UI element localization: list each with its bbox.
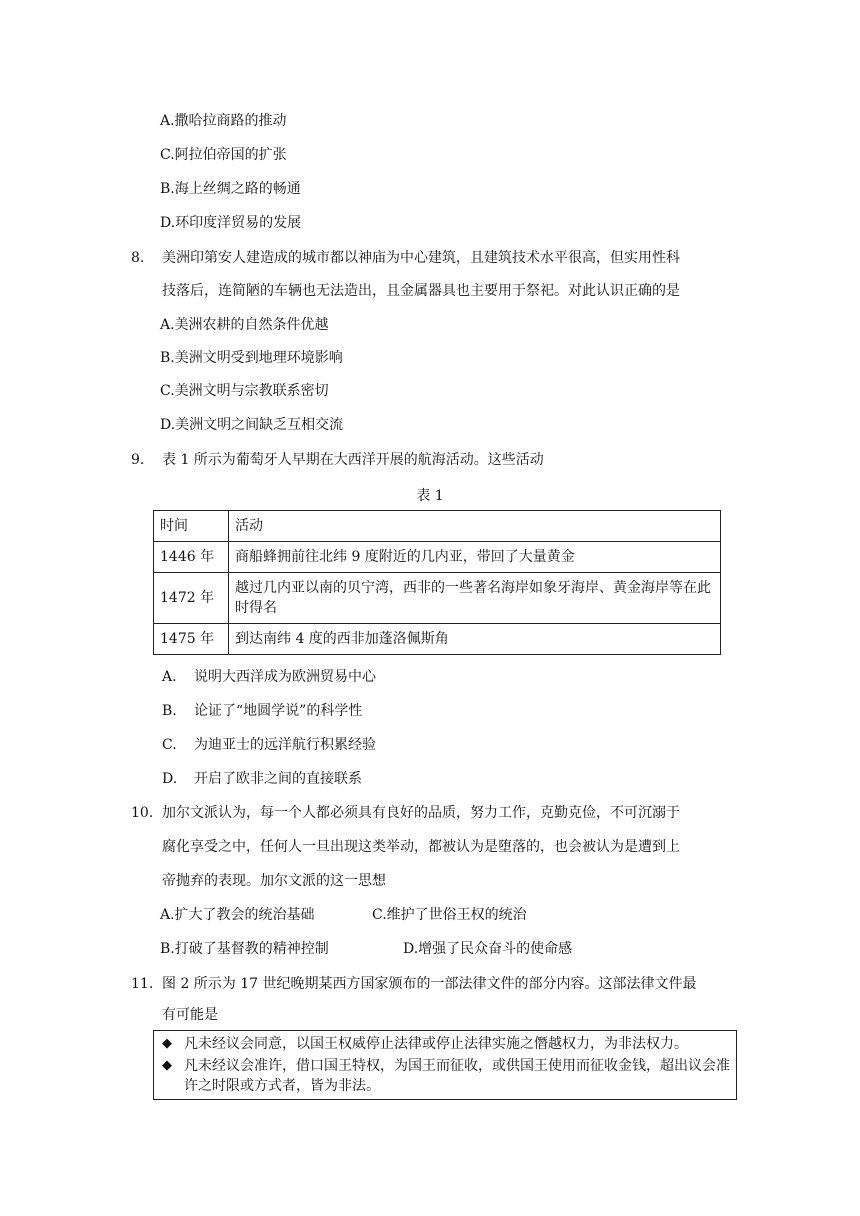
q10-stem-line-3: 帝抛弃的表现。加尔文派的这一思想 <box>162 873 386 889</box>
q7-option-d: D.环印度洋贸易的发展 <box>160 215 302 231</box>
q7-option-c: C.阿拉伯帝国的扩张 <box>160 147 287 163</box>
q8-number: 8. <box>131 250 145 266</box>
q8-option-c: C.美洲文明与宗教联系密切 <box>160 383 329 399</box>
q7-option-a: A.撒哈拉商路的推动 <box>160 113 287 129</box>
table-row <box>154 573 721 624</box>
q8-stem-line-2: 技落后，连简陋的车辆也无法造出，且金属器具也主要用于祭祀。对此认识正确的是 <box>162 283 680 299</box>
q11-stem-line-1: 图 2 所示为 17 世纪晚期某西方国家颁布的一部法律文件的部分内容。这部法律文件最 <box>162 976 697 992</box>
table-row <box>154 542 721 573</box>
table-row <box>154 624 721 655</box>
table-cell-activity: 商船蜂拥前往北纬 9 度附近的几内亚，带回了大量黄金 <box>229 542 721 573</box>
q10-stem-line-2: 腐化享受之中，任何人一旦出现这类举动，都被认为是堕落的，也会被认为是遭到上 <box>162 839 680 855</box>
q10-option-d: D.增强了民众奋斗的使命感 <box>403 941 573 957</box>
voyage-table <box>153 510 721 655</box>
q8-option-b: B.美洲文明受到地理环境影响 <box>160 350 343 366</box>
q10-option-b: B.打破了基督教的精神控制 <box>160 941 329 957</box>
table-header-activity: 活动 <box>229 511 721 542</box>
q9-stem: 表 1 所示为葡萄牙人早期在大西洋开展的航海活动。这些活动 <box>162 452 544 468</box>
diamond-bullet-icon: ◆ <box>162 1036 172 1051</box>
table-header-row <box>154 511 721 542</box>
table-caption: 表 1 <box>416 488 444 504</box>
q10-option-a: A.扩大了教会的统治基础 <box>160 907 315 923</box>
q11-stem-line-2: 有可能是 <box>162 1007 218 1023</box>
q8-option-a: A.美洲农耕的自然条件优越 <box>160 317 329 333</box>
q10-number: 10. <box>131 805 154 821</box>
diamond-bullet-icon: ◆ <box>162 1058 172 1073</box>
q9-option-a-text: 说明大西洋成为欧洲贸易中心 <box>194 669 376 685</box>
table-cell-time: 1475 年 <box>154 624 229 655</box>
q9-number: 9. <box>131 452 145 468</box>
document-excerpt-box <box>153 1030 737 1100</box>
excerpt-item: 凡未经议会准许，借口国王特权，为国王而征收，或供国王使用而征收金钱，超出议会准许之时限或方式者，皆为非法。 <box>184 1058 730 1094</box>
table-cell-activity: 越过几内亚以南的贝宁湾，西非的一些著名海岸如象牙海岸、黄金海岸等在此时得名 <box>229 573 721 624</box>
q8-stem-line-1: 美洲印第安人建造成的城市都以神庙为中心建筑，且建筑技术水平很高，但实用性科 <box>162 250 680 266</box>
q9-option-c-text: 为迪亚士的远洋航行积累经验 <box>194 737 376 753</box>
q11-number: 11. <box>131 976 154 992</box>
q9-option-d-letter: D. <box>162 771 178 787</box>
table-cell-activity: 到达南纬 4 度的西非加蓬洛佩斯角 <box>229 624 721 655</box>
q9-option-b-text: 论证了“地圆学说”的科学性 <box>194 703 363 719</box>
q10-option-c: C.维护了世俗王权的统治 <box>372 907 527 923</box>
table-header-time: 时间 <box>154 511 229 542</box>
table-cell-time: 1446 年 <box>154 542 229 573</box>
q9-option-b-letter: B. <box>162 703 177 719</box>
excerpt-item: 凡未经议会同意，以国王权威停止法律或停止法律实施之僭越权力，为非法权力。 <box>184 1036 688 1052</box>
q9-option-c-letter: C. <box>162 737 177 753</box>
q7-option-b: B.海上丝绸之路的畅通 <box>160 181 301 197</box>
q9-option-d-text: 开启了欧非之间的直接联系 <box>194 771 362 787</box>
q9-option-a-letter: A. <box>162 669 177 685</box>
table-cell-time: 1472 年 <box>154 573 229 624</box>
q8-option-d: D.美洲文明之间缺乏互相交流 <box>160 417 344 433</box>
q10-stem-line-1: 加尔文派认为，每一个人都必须具有良好的品质，努力工作，克勤克俭，不可沉溺于 <box>162 805 680 821</box>
